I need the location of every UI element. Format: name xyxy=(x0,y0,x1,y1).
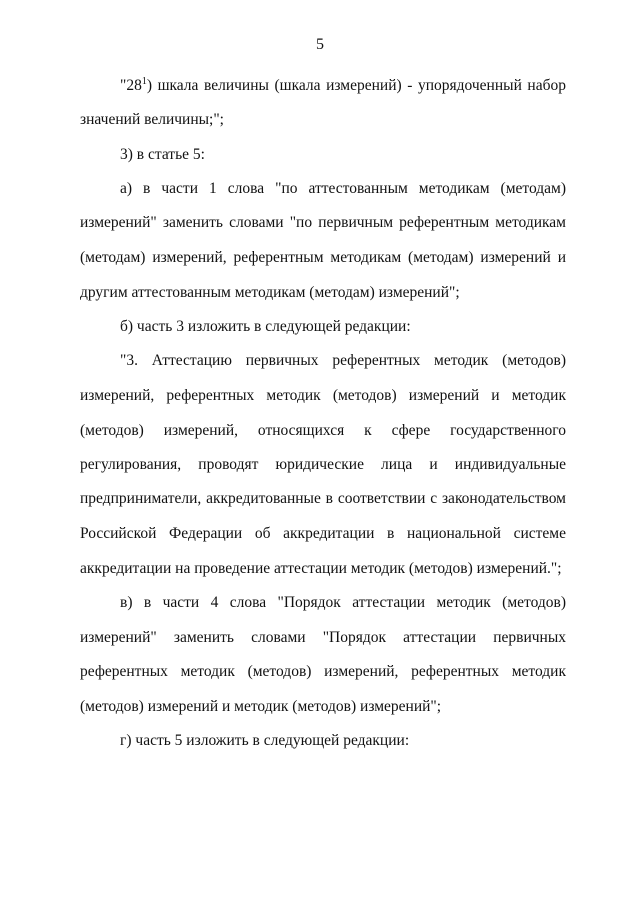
text-line: другим аттестованным методикам (методам) измерений"; xyxy=(80,284,460,301)
text-line: (методов) измерений, относящихся к сфере государственного xyxy=(80,422,566,439)
superscript: 1 xyxy=(141,76,147,87)
text-line: (методов) измерений и методик (методов) измерений"; xyxy=(80,698,442,715)
text-line: аккредитации на проведение аттестации методик (методов) измерений."; xyxy=(80,560,562,577)
text-line: регулирования, проводят юридические лица и индивидуальные xyxy=(80,456,566,473)
text-line: измерений" заменить словами "Порядок аттестации первичных xyxy=(80,629,566,646)
text-line: а) в части 1 слова "по аттестованным методикам (методам) xyxy=(120,180,566,197)
text-line: 3) в статье 5: xyxy=(120,146,205,163)
text-fragment: ) шкала величины (шкала измерений) - упорядоченный набор xyxy=(146,77,566,94)
text-line: измерений, референтных методик (методов) измерений и методик xyxy=(80,387,566,404)
text-line: измерений" заменить словами "по первичным референтным методикам xyxy=(80,214,566,231)
text-line: "3. Аттестацию первичных референтных методик (методов) xyxy=(120,352,566,369)
text-line: г) часть 5 изложить в следующей редакции: xyxy=(120,732,410,749)
text-line: Российской Федерации об аккредитации в национальной системе xyxy=(80,525,566,542)
text-line: б) часть 3 изложить в следующей редакции: xyxy=(120,318,411,335)
text-line: (методам) измерений, референтным методикам (методам) измерений и xyxy=(80,249,566,266)
text-line: предприниматели, аккредитованные в соответствии с законодательством xyxy=(80,490,566,507)
text-line: референтных методик (методов) измерений, референтных методик xyxy=(80,663,566,680)
text-line xyxy=(120,76,566,96)
text-fragment: "28 xyxy=(120,77,142,94)
text-line: значений величины;"; xyxy=(80,111,224,128)
page-number: 5 xyxy=(316,36,324,53)
text-line: в) в части 4 слова "Порядок аттестации методик (методов) xyxy=(120,594,566,611)
